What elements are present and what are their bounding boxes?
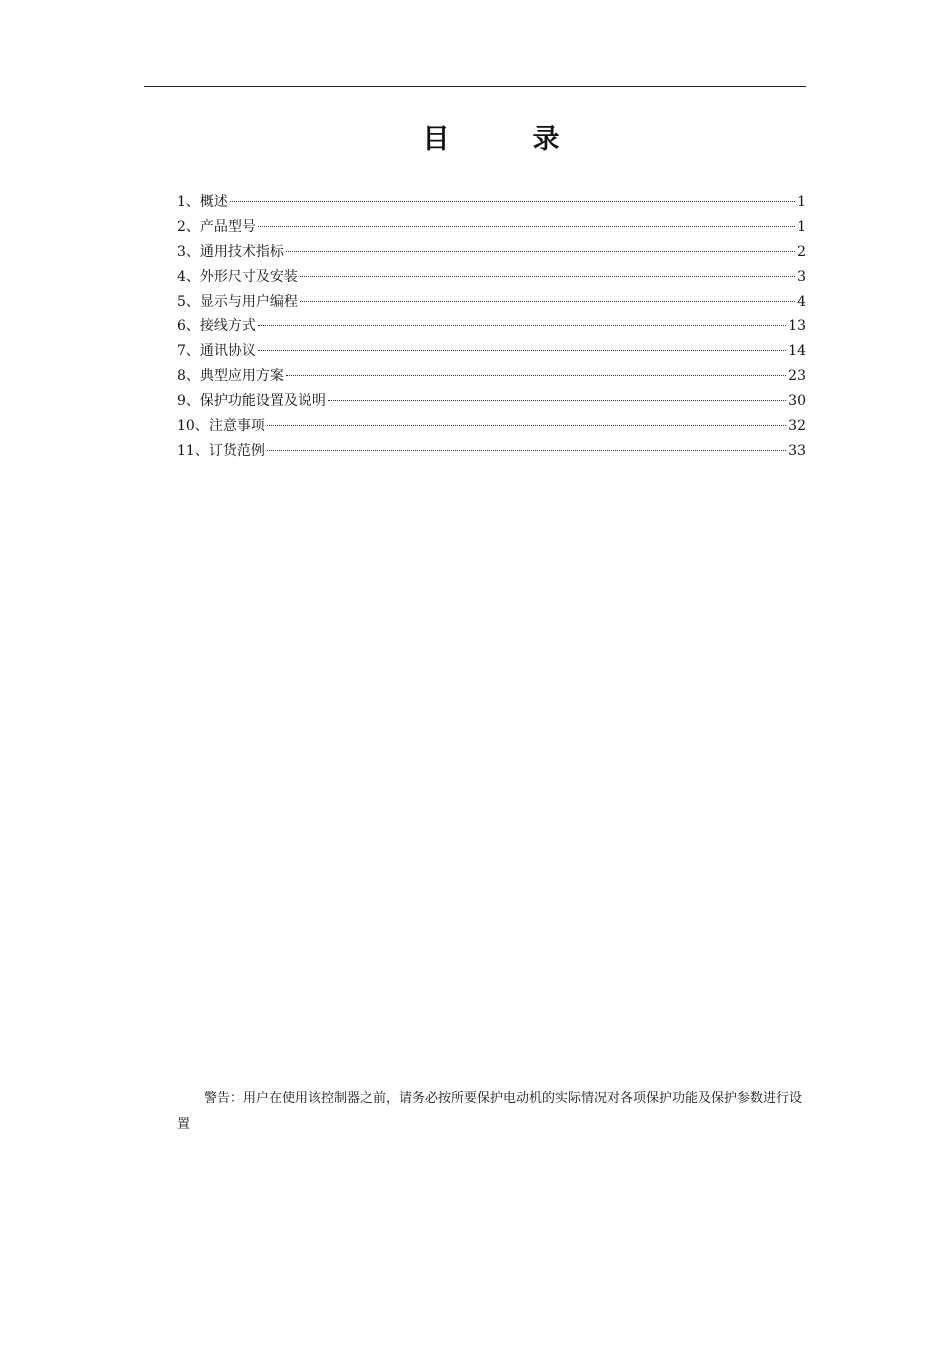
table-of-contents xyxy=(177,190,806,464)
toc-entry-page: 13 xyxy=(788,318,806,335)
toc-entry-label: 4、外形尺寸及安装 xyxy=(177,268,298,285)
toc-entry-label: 3、通用技术指标 xyxy=(177,243,284,260)
toc-entry-label: 2、产品型号 xyxy=(177,218,256,235)
toc-entry-label: 5、显示与用户编程 xyxy=(177,293,298,310)
toc-dot-leader xyxy=(258,325,786,326)
toc-entry-page: 2 xyxy=(797,243,806,260)
toc-entry-label: 6、接线方式 xyxy=(177,318,256,335)
toc-dot-leader xyxy=(230,201,795,202)
toc-entry-page: 14 xyxy=(788,343,806,360)
toc-dot-leader xyxy=(300,301,795,302)
toc-entry-label: 9、保护功能设置及说明 xyxy=(177,393,326,410)
toc-entry-6[interactable] xyxy=(177,314,806,339)
toc-entry-label: 8、典型应用方案 xyxy=(177,368,284,385)
toc-entry-page: 4 xyxy=(797,293,806,310)
toc-dot-leader xyxy=(286,375,786,376)
toc-dot-leader xyxy=(286,251,795,252)
toc-entry-page: 1 xyxy=(797,194,806,210)
toc-entry-page: 3 xyxy=(797,268,806,285)
toc-dot-leader xyxy=(300,276,795,277)
toc-entry-label: 7、通讯协议 xyxy=(177,343,256,360)
toc-entry-5[interactable] xyxy=(177,290,806,315)
warning-note: 警告：用户在使用该控制器之前，请务必按所要保护电动机的实际情况对各项保护功能及保护参数进行设置 xyxy=(177,1091,803,1132)
toc-entry-label: 10、注意事项 xyxy=(177,418,265,435)
toc-entry-label: 1、概述 xyxy=(177,194,228,210)
toc-dot-leader xyxy=(328,400,786,401)
toc-dot-leader xyxy=(258,350,786,351)
toc-entry-7[interactable] xyxy=(177,339,806,364)
page-title: 目 录 xyxy=(422,124,588,155)
toc-entry-page: 1 xyxy=(797,218,806,235)
toc-entry-1[interactable] xyxy=(177,190,806,215)
toc-entry-label: 11、订货范例 xyxy=(177,442,265,459)
toc-entry-9[interactable] xyxy=(177,389,806,414)
toc-dot-leader xyxy=(267,450,786,451)
toc-entry-page: 23 xyxy=(788,368,806,385)
toc-entry-4[interactable] xyxy=(177,265,806,290)
toc-entry-8[interactable] xyxy=(177,364,806,389)
toc-entry-3[interactable] xyxy=(177,240,806,265)
toc-dot-leader xyxy=(258,226,795,227)
toc-dot-leader xyxy=(267,425,786,426)
toc-entry-2[interactable] xyxy=(177,215,806,240)
toc-entry-page: 30 xyxy=(788,393,806,410)
header-rule xyxy=(144,86,806,87)
toc-entry-page: 33 xyxy=(788,442,806,459)
toc-entry-10[interactable] xyxy=(177,414,806,439)
toc-entry-11[interactable] xyxy=(177,439,806,464)
toc-entry-page: 32 xyxy=(788,418,806,435)
